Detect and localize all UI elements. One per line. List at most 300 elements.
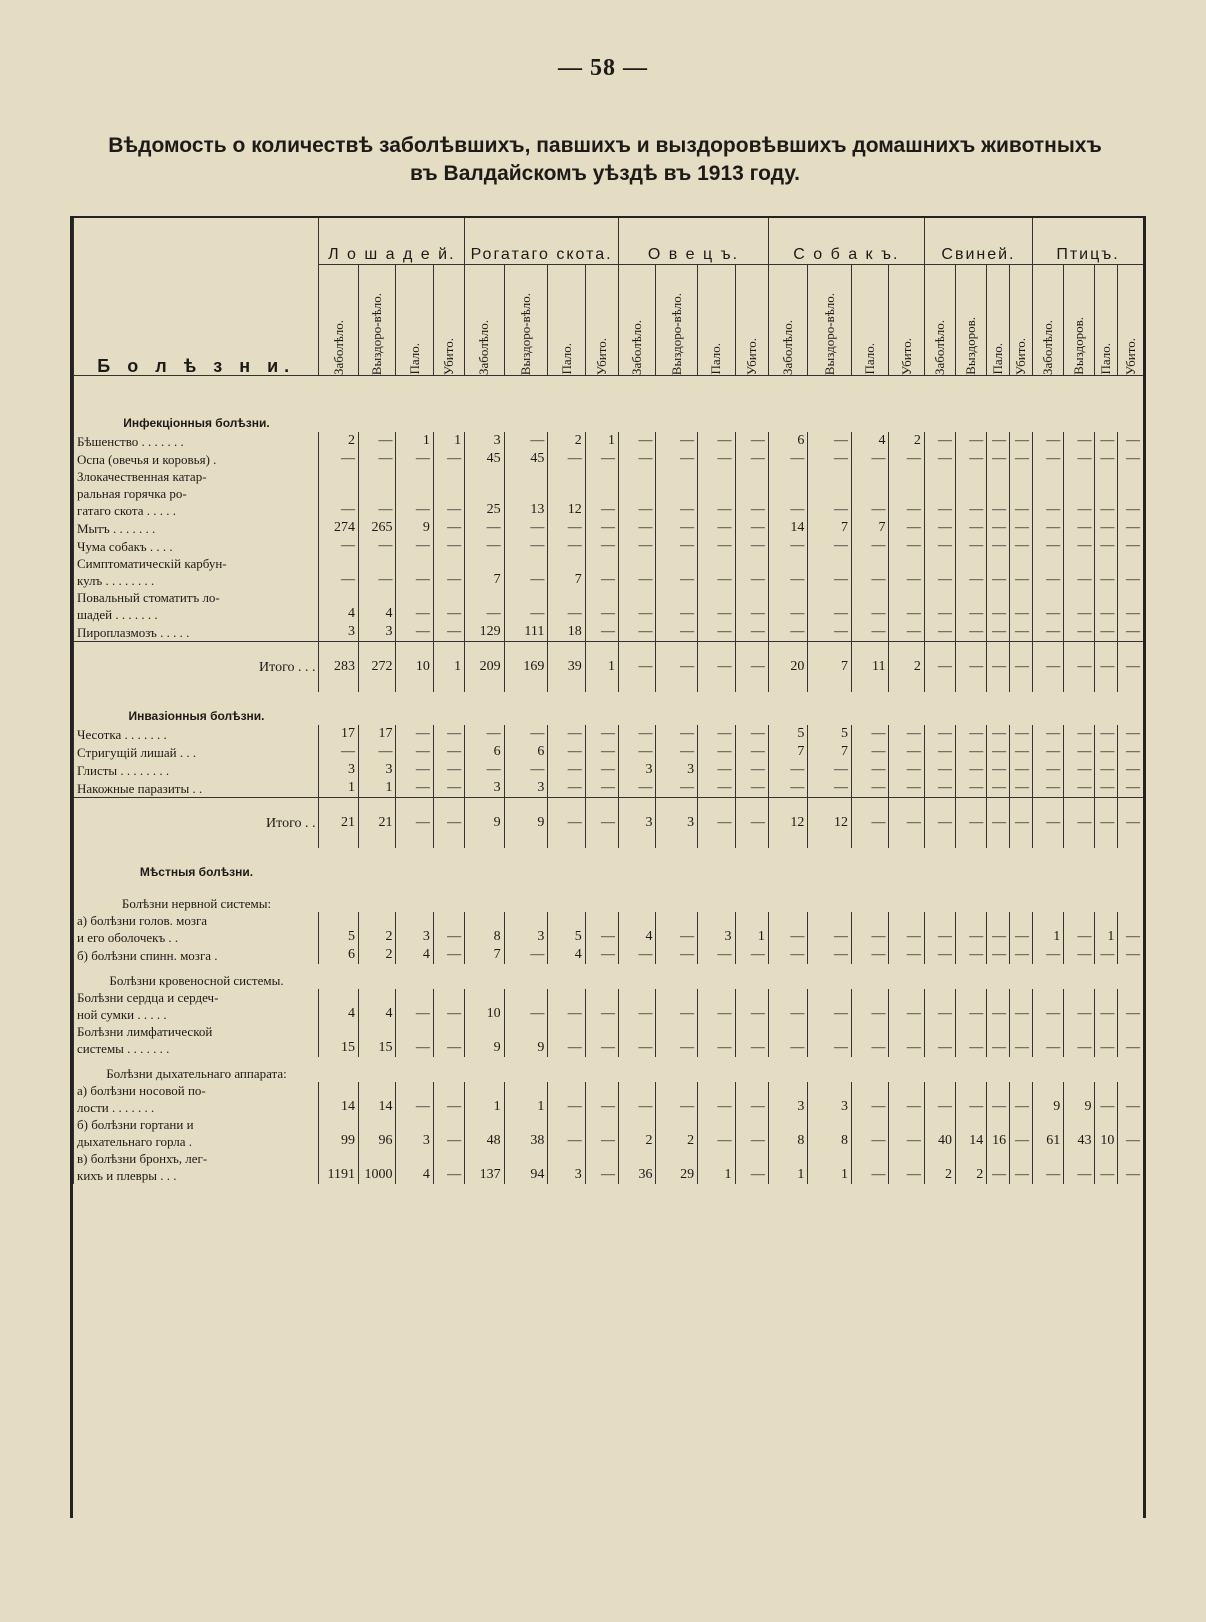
table-cell: — (1010, 761, 1033, 779)
table-cell: — (987, 450, 1010, 468)
table-cell: — (1064, 1150, 1095, 1184)
table-cell: 21 (319, 798, 359, 849)
table-cell: 7 (808, 519, 852, 537)
sub-header-text: Пало. (708, 343, 724, 375)
table-cell: — (987, 623, 1010, 642)
table-cell: — (956, 779, 987, 798)
title-line-2: въ Валдайскомъ уѣздѣ въ 1913 году. (410, 162, 800, 185)
table-cell: 2 (889, 642, 924, 693)
table-cell: — (735, 743, 768, 761)
table-cell: — (585, 623, 618, 642)
table-cell: — (1033, 725, 1064, 743)
table-row (74, 743, 1144, 761)
table-cell: — (852, 555, 889, 589)
table-cell: 16 (987, 1116, 1010, 1150)
table-cell: — (852, 450, 889, 468)
table-cell: 2 (956, 1150, 987, 1184)
table-row (74, 519, 1144, 537)
table-cell: — (698, 642, 735, 693)
table-cell: — (852, 779, 889, 798)
table-row (74, 1023, 1144, 1057)
table-cell: 209 (465, 642, 505, 693)
table-cell: — (987, 432, 1010, 450)
table-cell: — (889, 519, 924, 537)
sub-header-text: Заболѣло. (1040, 319, 1056, 375)
table-cell: 6 (504, 743, 548, 761)
table-cell: — (433, 946, 464, 964)
title-line-1: Вѣдомость о количествѣ заболѣвшихъ, павшихъ и выздоровѣвшихъ домашнихъ животныхъ (108, 134, 1102, 157)
table-cell: — (889, 450, 924, 468)
table-cell: — (1064, 725, 1095, 743)
table-cell: — (924, 589, 955, 623)
table-cell: — (1095, 743, 1118, 761)
table-cell: — (889, 1116, 924, 1150)
table-cell: — (396, 761, 433, 779)
table-cell: 3 (504, 912, 548, 946)
table-cell: — (768, 912, 808, 946)
table-cell: — (1118, 725, 1143, 743)
table-cell: — (956, 642, 987, 693)
table-cell: — (548, 798, 585, 849)
table-cell: — (735, 1150, 768, 1184)
table-cell: — (1118, 779, 1143, 798)
table-cell: — (433, 468, 464, 519)
table-cell: — (1118, 468, 1143, 519)
table-cell: — (987, 1150, 1010, 1184)
table-cell: — (396, 779, 433, 798)
table-cell: 2 (889, 432, 924, 450)
table-cell: — (852, 725, 889, 743)
table-cell: — (808, 555, 852, 589)
table-cell: — (1033, 743, 1064, 761)
table-cell: — (889, 623, 924, 642)
table-cell: 8 (768, 1116, 808, 1150)
table-cell: — (924, 537, 955, 555)
table-cell: — (698, 779, 735, 798)
table-cell: 3 (465, 432, 505, 450)
table-cell: — (924, 432, 955, 450)
table-cell: — (433, 589, 464, 623)
table-cell: — (656, 743, 698, 761)
table-cell: — (1095, 779, 1118, 798)
sub-header (987, 265, 1010, 376)
table-cell: — (808, 1023, 852, 1057)
table-cell: 169 (504, 642, 548, 693)
table-cell: — (504, 725, 548, 743)
table-cell: — (359, 537, 396, 555)
table-cell: 4 (396, 946, 433, 964)
table-cell: 3 (619, 798, 656, 849)
table-cell: — (1118, 555, 1143, 589)
table-cell: 1 (465, 1082, 505, 1116)
sub-header (768, 265, 808, 376)
table-cell: — (396, 537, 433, 555)
table-cell: — (619, 779, 656, 798)
table-cell: — (808, 537, 852, 555)
table-cell: — (808, 761, 852, 779)
table-cell: — (396, 989, 433, 1023)
table-cell: — (698, 761, 735, 779)
table-cell: — (852, 1150, 889, 1184)
table-cell: — (433, 725, 464, 743)
table-cell: — (1033, 468, 1064, 519)
sub-header (585, 265, 618, 376)
table-cell: — (735, 798, 768, 849)
table-cell: — (433, 743, 464, 761)
table-cell: — (735, 725, 768, 743)
table-cell: — (987, 537, 1010, 555)
table-cell: — (1033, 761, 1064, 779)
table-cell: — (735, 537, 768, 555)
table-cell: 3 (504, 779, 548, 798)
table-cell: — (735, 519, 768, 537)
table-cell: — (585, 798, 618, 849)
table-cell: — (1118, 743, 1143, 761)
table-cell: — (1010, 468, 1033, 519)
table-cell: — (1010, 623, 1033, 642)
table-cell: — (433, 1023, 464, 1057)
table-cell: — (852, 537, 889, 555)
table-cell: — (735, 450, 768, 468)
table-cell: — (656, 1082, 698, 1116)
table-cell: — (924, 912, 955, 946)
table-cell: — (433, 989, 464, 1023)
table-cell: 96 (359, 1116, 396, 1150)
row-label: Симптоматическiй карбун- кулъ . . . . . . . . (74, 555, 319, 589)
sub-header (956, 265, 987, 376)
table-cell: — (619, 743, 656, 761)
table-cell: — (735, 779, 768, 798)
table-cell: — (1095, 589, 1118, 623)
table-row (74, 989, 1144, 1023)
table-cell: — (1118, 1082, 1143, 1116)
group-birds: Птицъ. (1033, 218, 1143, 265)
table-cell: — (504, 946, 548, 964)
table-cell: 1 (808, 1150, 852, 1184)
table-cell: — (619, 989, 656, 1023)
table-cell: — (656, 432, 698, 450)
sub-header-text: Убито. (593, 337, 609, 375)
table-cell: — (1064, 798, 1095, 849)
table-cell: — (924, 450, 955, 468)
table-cell: — (698, 743, 735, 761)
table-cell: — (1010, 912, 1033, 946)
table-cell: — (698, 555, 735, 589)
table-cell: — (585, 450, 618, 468)
sub-header (808, 265, 852, 376)
table-cell: — (359, 468, 396, 519)
table-cell: — (319, 468, 359, 519)
table-cell: — (956, 798, 987, 849)
table-cell: 14 (768, 519, 808, 537)
table-cell: — (1118, 519, 1143, 537)
table-cell: — (698, 519, 735, 537)
table-cell: 17 (319, 725, 359, 743)
table-cell: — (735, 1082, 768, 1116)
table-cell: 3 (698, 912, 735, 946)
table-cell: 7 (852, 519, 889, 537)
table-cell: — (1095, 761, 1118, 779)
table-cell: — (808, 779, 852, 798)
table-cell: 4 (548, 946, 585, 964)
table-cell: — (889, 798, 924, 849)
table-cell: — (852, 912, 889, 946)
section-invasive: Инвазiонныя болѣзни. (74, 692, 319, 725)
table-cell: — (433, 1082, 464, 1116)
table-row (74, 1150, 1144, 1184)
group-pigs: Свиней. (924, 218, 1032, 265)
row-label: в) болѣзни бронхъ, лег- кихъ и плевры . . . (74, 1150, 319, 1184)
table-cell: — (987, 743, 1010, 761)
table-cell: — (396, 725, 433, 743)
table-cell: — (585, 537, 618, 555)
table-cell: — (889, 555, 924, 589)
table-cell: — (585, 1116, 618, 1150)
table-cell: 9 (465, 798, 505, 849)
table-cell: — (1010, 1082, 1033, 1116)
table-cell: — (1064, 537, 1095, 555)
table-cell: — (889, 1150, 924, 1184)
subsection-row (74, 881, 1144, 912)
table-cell: — (433, 912, 464, 946)
table-cell: 21 (359, 798, 396, 849)
table-cell: — (987, 912, 1010, 946)
sub-header (504, 265, 548, 376)
table-cell: — (698, 468, 735, 519)
table-cell: — (852, 989, 889, 1023)
table-cell: — (1118, 761, 1143, 779)
table-cell: — (619, 946, 656, 964)
table-cell: — (656, 642, 698, 693)
subsection-vascular: Болѣзни кровеносной системы. (74, 964, 319, 989)
table-cell: — (1010, 1023, 1033, 1057)
table-cell: — (585, 1023, 618, 1057)
table-cell: 1000 (359, 1150, 396, 1184)
table-cell: — (1010, 1116, 1033, 1150)
sub-header (852, 265, 889, 376)
sub-header (396, 265, 433, 376)
table-cell: 10 (1095, 1116, 1118, 1150)
table-cell: 1 (319, 779, 359, 798)
disease-column-header: Б о л ѣ з н и. (74, 218, 319, 376)
table-cell: — (465, 589, 505, 623)
table-cell: — (1010, 725, 1033, 743)
row-label: Бѣшенство . . . . . . . (74, 432, 319, 450)
table-cell: — (956, 743, 987, 761)
table-cell: — (1095, 468, 1118, 519)
table-cell: 12 (548, 468, 585, 519)
table-cell: 3 (548, 1150, 585, 1184)
total-row (74, 798, 1144, 849)
group-cattle: Рогатаго скота. (465, 218, 619, 265)
table-cell: — (465, 537, 505, 555)
table-cell: — (889, 989, 924, 1023)
table-cell: — (1010, 989, 1033, 1023)
table-cell: — (889, 779, 924, 798)
table-cell: 9 (1064, 1082, 1095, 1116)
table-cell: — (1033, 642, 1064, 693)
table-cell: 11 (852, 642, 889, 693)
table-cell: — (1118, 912, 1143, 946)
table-cell: — (698, 450, 735, 468)
table-cell: — (1064, 989, 1095, 1023)
table-cell: — (619, 589, 656, 623)
table-cell: — (548, 589, 585, 623)
sub-header (924, 265, 955, 376)
table-cell: 7 (465, 946, 505, 964)
table-cell: — (656, 537, 698, 555)
table-cell: — (619, 725, 656, 743)
row-label: Накожные паразиты . . (74, 779, 319, 798)
table-cell: — (1064, 555, 1095, 589)
sub-header-text: Убито. (441, 337, 456, 375)
table-cell: — (1064, 589, 1095, 623)
table-cell: — (1095, 519, 1118, 537)
table-cell: — (1033, 946, 1064, 964)
table-cell: — (889, 589, 924, 623)
table-cell: — (619, 1082, 656, 1116)
table-cell: — (585, 589, 618, 623)
table-cell: — (852, 468, 889, 519)
row-label: Злокачественная катар- ральная горячка ро- гатаго скота . . . . . (74, 468, 319, 519)
table-cell: — (433, 623, 464, 642)
table-cell: 12 (808, 798, 852, 849)
table-cell: — (808, 989, 852, 1023)
sub-header-text: Пало. (406, 343, 422, 375)
table-cell: 7 (465, 555, 505, 589)
table-cell: — (956, 1023, 987, 1057)
table-row (74, 1116, 1144, 1150)
table-cell: — (1033, 589, 1064, 623)
table-cell: — (956, 589, 987, 623)
subsection-row (74, 964, 1144, 989)
table-cell: — (656, 946, 698, 964)
table-row (74, 468, 1144, 519)
page-number: — 58 — (558, 55, 648, 81)
table-cell: — (889, 1082, 924, 1116)
table-cell: — (889, 743, 924, 761)
table-row (74, 946, 1144, 964)
section-row (74, 376, 1144, 433)
table-cell: — (1118, 642, 1143, 693)
table-cell: — (548, 725, 585, 743)
table-cell: — (924, 725, 955, 743)
table-cell: — (433, 450, 464, 468)
table-cell: — (987, 589, 1010, 623)
table-cell: 1 (1095, 912, 1118, 946)
table-cell: — (504, 761, 548, 779)
table-cell: — (433, 555, 464, 589)
row-label: а) болѣзни носовой по- лости . . . . . . . (74, 1082, 319, 1116)
table-cell: — (1033, 1150, 1064, 1184)
table-cell: — (396, 623, 433, 642)
table-cell: — (956, 450, 987, 468)
table-cell: 15 (319, 1023, 359, 1057)
table-cell: — (396, 468, 433, 519)
table-cell: — (433, 537, 464, 555)
table-cell: 3 (768, 1082, 808, 1116)
sub-header-text: Выздоров. (1071, 317, 1087, 375)
table-cell: — (656, 1023, 698, 1057)
table-cell: 3 (396, 1116, 433, 1150)
table-cell: — (808, 450, 852, 468)
table-cell: — (656, 468, 698, 519)
table-cell: — (1118, 450, 1143, 468)
table-cell: — (808, 912, 852, 946)
table-cell: — (1064, 912, 1095, 946)
table-cell: — (619, 519, 656, 537)
table-cell: — (396, 589, 433, 623)
sub-header-text: Выздоро-вѣло. (517, 292, 533, 375)
table-cell: 45 (504, 450, 548, 468)
table-cell: — (1064, 468, 1095, 519)
table-cell: 1 (433, 642, 464, 693)
table-cell: 283 (319, 642, 359, 693)
table-cell: — (1010, 450, 1033, 468)
table-cell: 3 (359, 623, 396, 642)
table-cell: — (768, 761, 808, 779)
table-cell: 8 (808, 1116, 852, 1150)
table-cell: 1 (504, 1082, 548, 1116)
table-cell: — (698, 946, 735, 964)
table-cell: — (1064, 743, 1095, 761)
table-cell: — (585, 1082, 618, 1116)
sub-header (359, 265, 396, 376)
table-cell: — (698, 798, 735, 849)
table-cell: 4 (619, 912, 656, 946)
table-cell: — (396, 743, 433, 761)
sub-header (1010, 265, 1033, 376)
table-cell: — (698, 589, 735, 623)
table-cell: 18 (548, 623, 585, 642)
table-row (74, 450, 1144, 468)
table-cell: 43 (1064, 1116, 1095, 1150)
table-cell: — (1095, 555, 1118, 589)
table-row (74, 555, 1144, 589)
table-cell: — (396, 1082, 433, 1116)
table-cell: — (924, 642, 955, 693)
table-cell: — (1033, 555, 1064, 589)
sub-header-text: Выздоро-вѣло. (369, 292, 385, 375)
table-cell: 6 (768, 432, 808, 450)
table-cell: — (956, 725, 987, 743)
sub-header-text: Убито. (743, 337, 759, 375)
table-cell: — (1095, 989, 1118, 1023)
table-cell: — (433, 798, 464, 849)
table-cell: — (698, 623, 735, 642)
table-cell: — (1118, 946, 1143, 964)
table-cell: — (956, 989, 987, 1023)
table-cell: — (585, 1150, 618, 1184)
table-cell: 3 (359, 761, 396, 779)
table-cell: — (808, 946, 852, 964)
table-cell: — (735, 468, 768, 519)
table-cell: — (619, 623, 656, 642)
table-cell: — (396, 798, 433, 849)
table-cell: — (319, 537, 359, 555)
row-label: Болѣзни лимфатической системы . . . . . . . (74, 1023, 319, 1057)
table-row (74, 725, 1144, 743)
row-label: Оспа (овечья и коровья) . (74, 450, 319, 468)
table-cell: — (735, 555, 768, 589)
table-cell: — (735, 989, 768, 1023)
table-cell: — (924, 623, 955, 642)
table-cell: 2 (359, 946, 396, 964)
sub-header (735, 265, 768, 376)
section-row (74, 848, 1144, 881)
table-cell: 129 (465, 623, 505, 642)
table-row (74, 912, 1144, 946)
